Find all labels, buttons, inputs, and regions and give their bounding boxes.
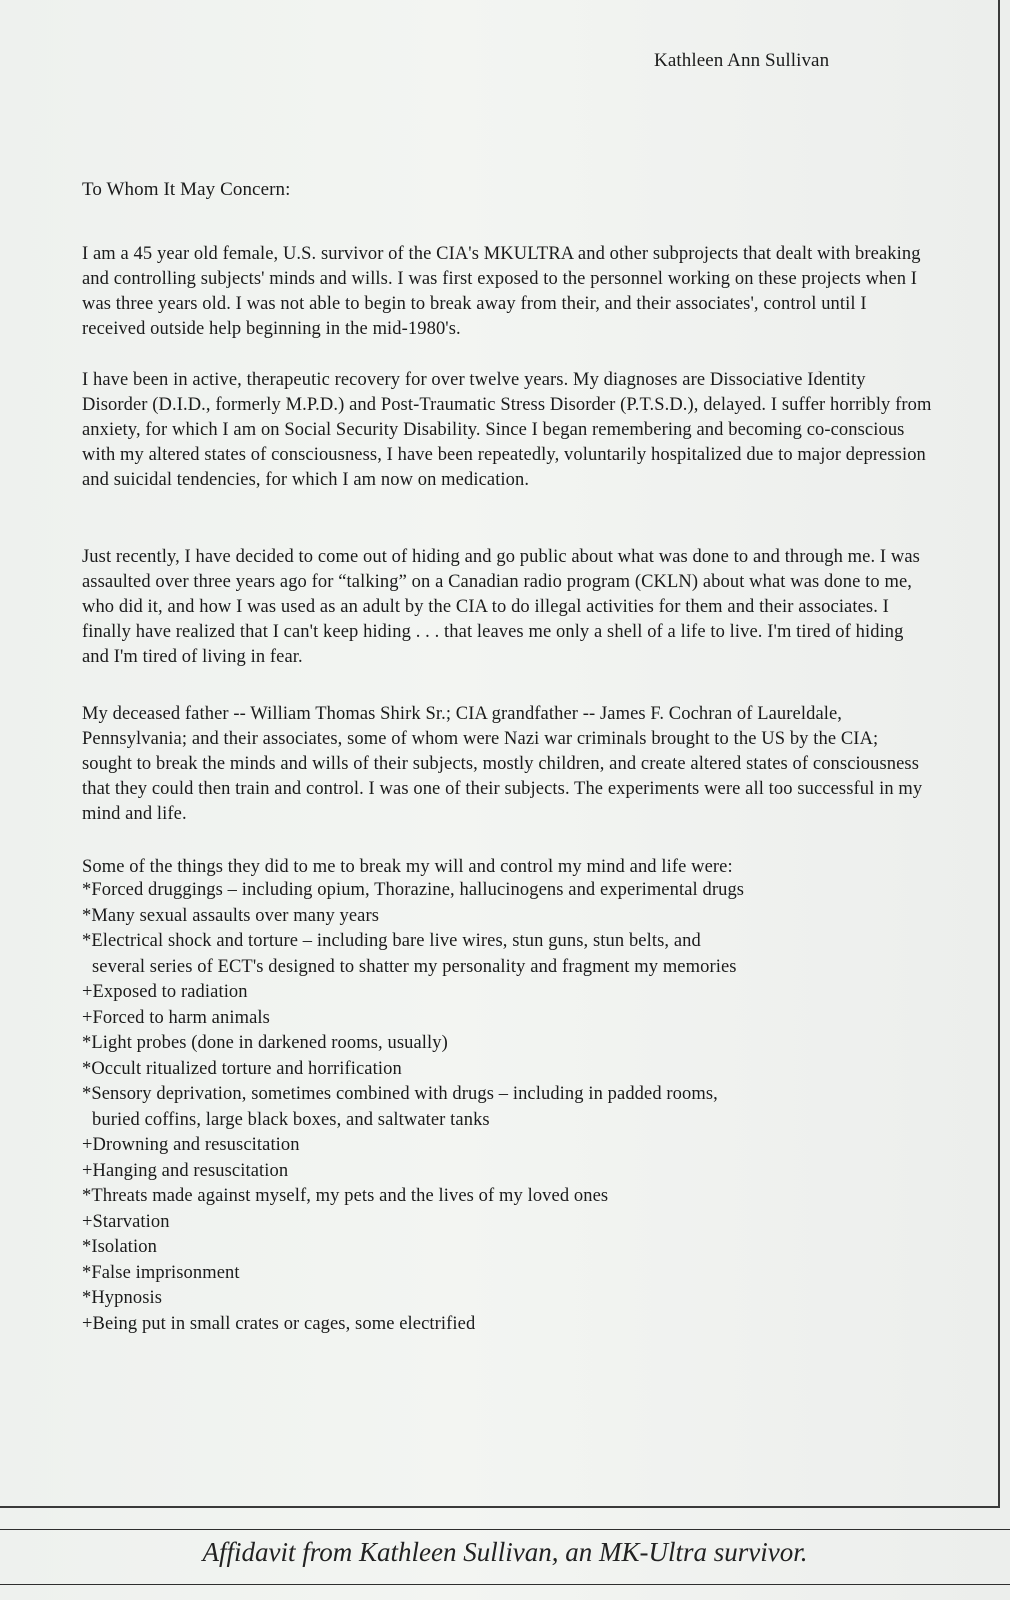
list-item: *Hypnosis (82, 1288, 163, 1308)
list-item: +Drowning and resuscitation (82, 1135, 300, 1155)
abuse-list (82, 878, 942, 1337)
list-item: *Threats made against myself, my pets and the lives of my loved ones (82, 1186, 609, 1206)
author-name: Kathleen Ann Sullivan (654, 50, 830, 71)
paragraph: Some of the things they did to me to break my will and control my mind and life were: (82, 856, 733, 877)
list-item: several series of ECT's designed to shatter my personality and fragment my memories (92, 956, 737, 977)
list-item: *Many sexual assaults over many years (82, 905, 380, 926)
list-item: *Sensory deprivation, sometimes combined with drugs – including in padded rooms, (82, 1084, 718, 1104)
list-item: +Forced to harm animals (82, 1007, 270, 1028)
list-item: *Forced druggings – including opium, Thorazine, hallucinogens and experimental drugs (82, 880, 745, 900)
salutation: To Whom It May Concern: (82, 179, 291, 200)
figure-caption: Affidavit from Kathleen Sullivan, an MK-Ultra survivor. (202, 1537, 808, 1567)
list-item: +Exposed to radiation (82, 982, 248, 1002)
list-item: +Hanging and resuscitation (82, 1160, 289, 1181)
list-item: *Electrical shock and torture – including bare live wires, stun guns, stun belts, and (82, 931, 701, 951)
list-item: *Isolation (82, 1237, 157, 1257)
list-item: *False imprisonment (82, 1262, 240, 1283)
caption-top-rule (0, 1529, 1010, 1530)
list-item: +Starvation (82, 1211, 170, 1232)
list-item: +Being put in small crates or cages, some electrified (82, 1313, 476, 1334)
list-item: *Light probes (done in darkened rooms, usually) (82, 1033, 448, 1053)
paragraph: My deceased father -- William Thomas Shirk Sr.; CIA grandfather -- James F. Cochran of Laureldale, Pennsylvania; and their associates, some of whom were Nazi war criminals brought to the US by the CIA; sought to break the minds and wills of their subjects, mostly children, and create altered states of consciousness that they could then train and control. I was one of their subjects. The experiments were all too successful in my mind and life. (82, 703, 923, 824)
caption-bottom-rule (0, 1584, 1010, 1585)
paragraph: Just recently, I have decided to come out of hiding and go public about what was done to and through me. I was assaulted over three years ago for “talking” on a Canadian radio program (CKLN) about what was done to me, who did it, and how I was used as an adult by the CIA to do illegal activities for them and their associates. I finally have realized that I can't keep hiding . . . that leaves me only a shell of a life to live. I'm tired of hiding and I'm tired of living in fear. (82, 546, 920, 667)
list-item: buried coffins, large black boxes, and saltwater tanks (92, 1109, 490, 1130)
paragraph: I have been in active, therapeutic recovery for over twelve years. My diagnoses are Dissociative Identity Disorder (D.I.D., formerly M.P.D.) and Post-Traumatic Stress Disorder (P.T.S.D.), delayed. I suffer horribly from anxiety, for which I am on Social Security Disability. Since I began remembering and becoming co-conscious with my altered states of consciousness, I have been repeatedly, voluntarily hospitalized due to major depression and suicidal tendencies, for which I am now on medication. (82, 369, 932, 490)
list-item: *Occult ritualized torture and horrification (82, 1058, 402, 1079)
paragraph: I am a 45 year old female, U.S. survivor of the CIA's MKULTRA and other subprojects that dealt with breaking and controlling subjects' minds and wills. I was first exposed to the personnel working on these projects when I was three years old. I was not able to begin to break away from their, and their associates', control until I received outside help beginning in the mid-1980's. (82, 243, 921, 339)
